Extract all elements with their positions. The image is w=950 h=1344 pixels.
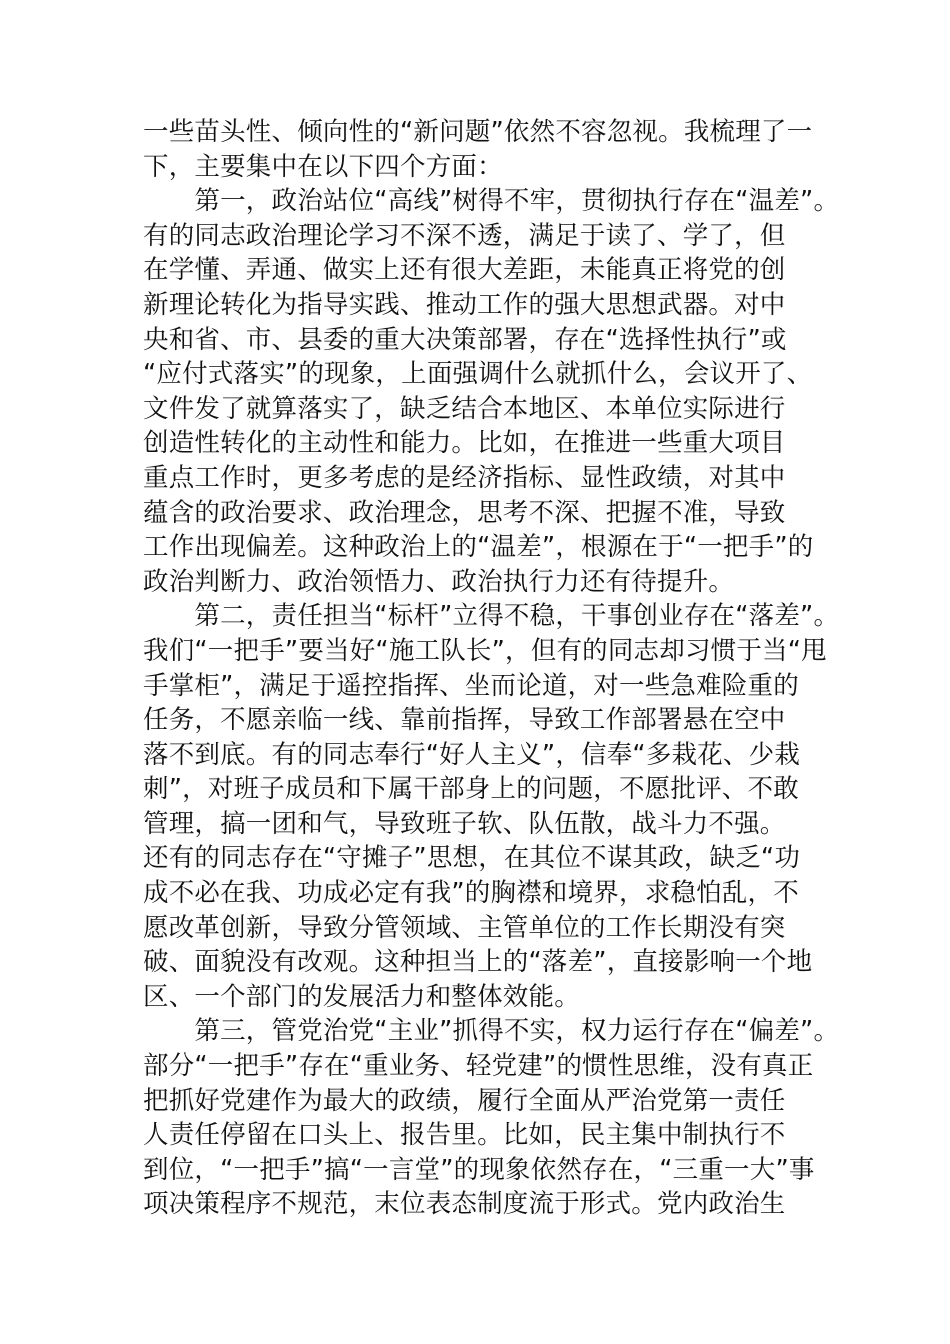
text-line: 成不必在我、功成必定有我”的胸襟和境界，求稳怕乱，不 [143, 878, 799, 909]
text-line: 项决策程序不规范，末位表态制度流于形式。党内政治生 [143, 1189, 786, 1220]
text-line: 管理，搞一团和气，导致班子软、队伍散，战斗力不强。 [143, 808, 786, 839]
text-line: 工作出现偏差。这种政治上的“温差”，根源在于“一把手”的 [143, 532, 814, 563]
text-line: 到位，“一把手”搞“一言堂”的现象依然存在，“三重一大”事 [143, 1154, 815, 1185]
text-line: 人责任停留在口头上、报告里。比如，民主集中制执行不 [143, 1120, 786, 1151]
text-line: 下，主要集中在以下四个方面： [143, 151, 503, 182]
text-line: “应付式落实”的现象，上面强调什么就抓什么，会议开了、 [143, 359, 813, 390]
text-line: 还有的同志存在“守摊子”思想，在其位不谋其政，缺乏“功 [143, 843, 801, 874]
body-text [143, 115, 843, 1222]
text-line: 我们“一把手”要当好“施工队长”，但有的同志却习惯于当“甩 [143, 635, 827, 666]
text-line: 蕴含的政治要求、政治理念，思考不深、把握不准，导致 [143, 497, 786, 528]
paragraph-heading-second: 第二，责任担当“标杆”立得不稳，干事创业存在“落差”。 [143, 601, 840, 632]
paragraph-heading-third: 第三，管党治党“主业”抓得不实，权力运行存在“偏差”。 [143, 1016, 840, 1047]
text-line: 任务，不愿亲临一线、靠前指挥，导致工作部署悬在空中 [143, 705, 786, 736]
paragraph-heading-first: 第一，政治站位“高线”树得不牢，贯彻执行存在“温差”。 [143, 186, 840, 217]
text-line: 部分“一把手”存在“重业务、轻党建”的惯性思维，没有真正 [143, 1051, 814, 1082]
text-line: 破、面貌没有改观。这种担当上的“落差”，直接影响一个地 [143, 947, 813, 978]
text-line: 重点工作时，更多考虑的是经济指标、显性政绩，对其中 [143, 462, 786, 493]
text-line: 政治判断力、政治领悟力、政治执行力还有待提升。 [143, 566, 735, 597]
text-line: 在学懂、弄通、做实上还有很大差距，未能真正将党的创 [143, 255, 786, 286]
text-line: 有的同志政治理论学习不深不透，满足于读了、学了，但 [143, 220, 786, 251]
text-line: 文件发了就算落实了，缺乏结合本地区、本单位实际进行 [143, 393, 786, 424]
text-line: 区、一个部门的发展活力和整体效能。 [143, 981, 580, 1012]
text-line: 创造性转化的主动性和能力。比如，在推进一些重大项目 [143, 428, 786, 459]
text-line: 刺”，对班子成员和下属干部身上的问题，不愿批评、不敢 [143, 774, 799, 805]
text-line: 把抓好党建作为最大的政绩，履行全面从严治党第一责任 [143, 1085, 786, 1116]
text-line: 央和省、市、县委的重大决策部署，存在“选择性执行”或 [143, 324, 787, 355]
text-line: 一些苗头性、倾向性的“新问题”依然不容忽视。我梳理了一 [143, 117, 813, 147]
text-line: 手掌柜”，满足于遥控指挥、坐而论道，对一些急难险重的 [143, 670, 799, 701]
text-line: 愿改革创新，导致分管领域、主管单位的工作长期没有突 [143, 912, 786, 943]
text-line: 落不到底。有的同志奉行“好人主义”，信奉“多栽花、少栽 [143, 739, 801, 770]
text-line: 新理论转化为指导实践、推动工作的强大思想武器。对中 [143, 289, 786, 320]
